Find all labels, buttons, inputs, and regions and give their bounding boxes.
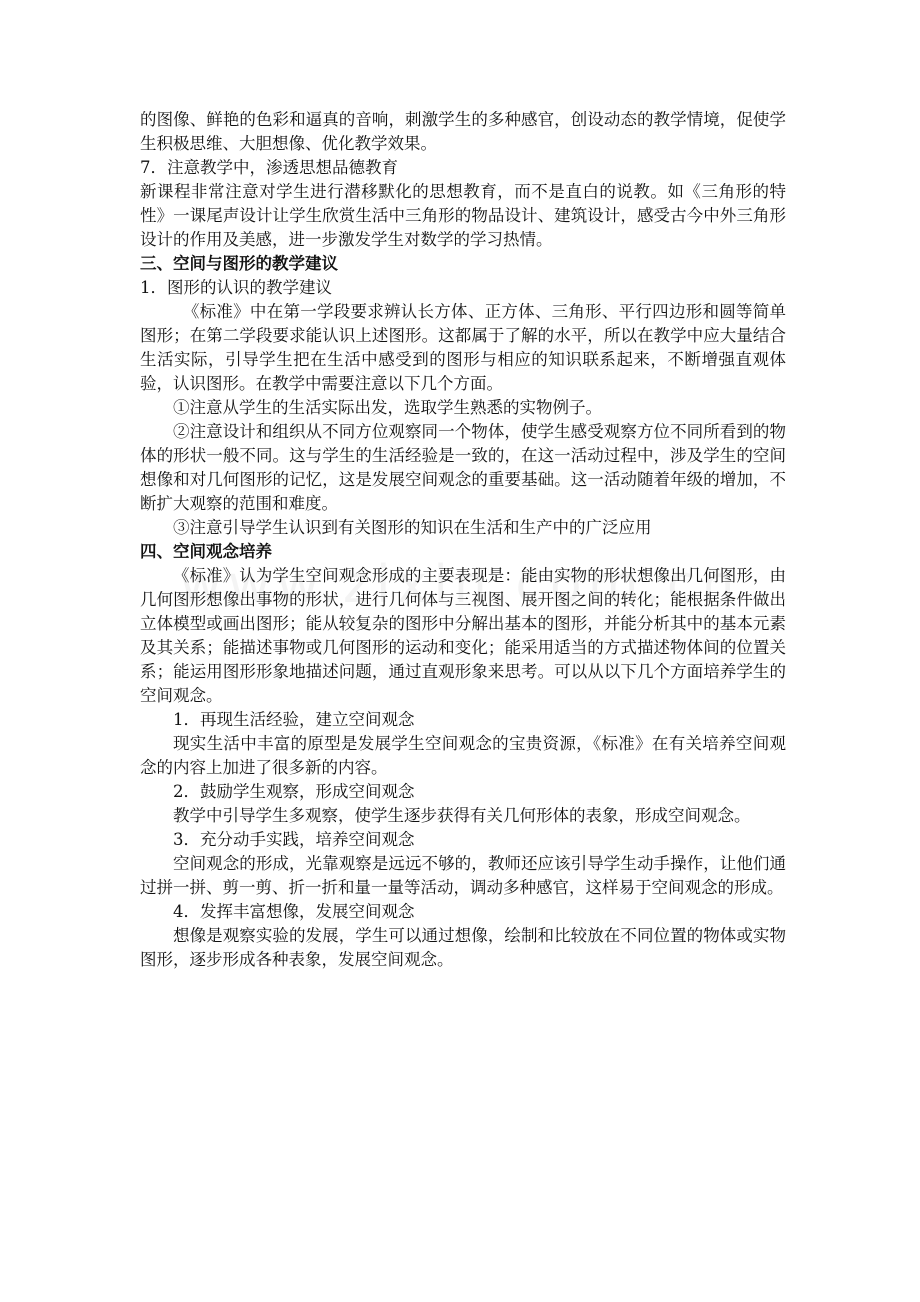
- paragraph: 《标准》中在第一学段要求辨认长方体、正方体、三角形、平行四边形和圆等简单图形；在第二学段要求能认识上述图形。这都属于了解的水平，所以在教学中应大量结合生活实际，引导学生把在生活中感受到的图形与相应的知识联系起来，不断增强直观体验，认识图形。在教学中需要注意以下几个方面。: [140, 302, 786, 393]
- paragraph: 新课程非常注意对学生进行潜移默化的思想教育，而不是直白的说教。如《三角形的特性》一课尾声设计让学生欣赏生活中三角形的物品设计、建筑设计，感受古今中外三角形设计的作用及美感，进一步激发学生对数学的学习热情。: [140, 182, 786, 249]
- paragraph: 现实生活中丰富的原型是发展学生空间观念的宝贵资源，《标准》在有关培养空间观念的内容上加进了很多新的内容。: [140, 734, 786, 777]
- section-heading: 三、空间与图形的教学建议: [140, 254, 338, 273]
- list-heading: 7．注意教学中，渗透思想品德教育: [140, 158, 398, 177]
- subsection-heading: 1．再现生活经验，建立空间观念: [173, 710, 415, 729]
- list-item: ②注意设计和组织从不同方位观察同一个物体，使学生感受观察方位不同所看到的物体的形状一般不同。这与学生的生活经验是一致的，在这一活动过程中，涉及学生的空间想像和对几何图形的记忆，这是发展空间观念的重要基础。这一活动随着年级的增加，不断扩大观察的范围和难度。: [140, 422, 786, 513]
- list-item: ③注意引导学生认识到有关图形的知识在生活和生产中的广泛应用: [173, 518, 652, 537]
- list-item: ①注意从学生的生活实际出发，选取学生熟悉的实物例子。: [173, 398, 602, 417]
- paragraph: 《标准》认为学生空间观念形成的主要表现是：能由实物的形状想像出几何图形，由几何图形想像出事物的形状，进行几何体与三视图、展开图之间的转化；能根据条件做出立体模型或画出图形；能从较复杂的图形中分解出基本的图形，并能分析其中的基本元素及其关系；能描述事物或几何图形的运动和变化；能采用适当的方式描述物体间的位置关系；能运用图形形象地描述问题，通过直观形象来思考。可以从以下几个方面培养学生的空间观念。: [140, 566, 786, 705]
- paragraph: 想像是观察实验的发展，学生可以通过想像，绘制和比较放在不同位置的物体或实物图形，逐步形成各种表象，发展空间观念。: [140, 926, 786, 969]
- subsection-heading: 1．图形的认识的教学建议: [140, 278, 332, 297]
- subsection-heading: 2．鼓励学生观察，形成空间观念: [173, 782, 415, 801]
- subsection-heading: 4．发挥丰富想像，发展空间观念: [173, 902, 415, 921]
- paragraph: 教学中引导学生多观察，使学生逐步获得有关几何形体的表象，形成空间观念。: [173, 806, 751, 825]
- paragraph: 空间观念的形成，光靠观察是远远不够的，教师还应该引导学生动手操作，让他们通过拼一拼、剪一剪、折一折和量一量等活动，调动多种感官，这样易于空间观念的形成。: [140, 854, 786, 897]
- section-heading: 四、空间观念培养: [140, 542, 272, 561]
- subsection-heading: 3．充分动手实践，培养空间观念: [173, 830, 415, 849]
- paragraph: 的图像、鲜艳的色彩和逼真的音响，刺激学生的多种感官，创设动态的教学情境，促使学生积极思维、大胆想像、优化教学效果。: [140, 110, 786, 153]
- document-body: [140, 108, 786, 972]
